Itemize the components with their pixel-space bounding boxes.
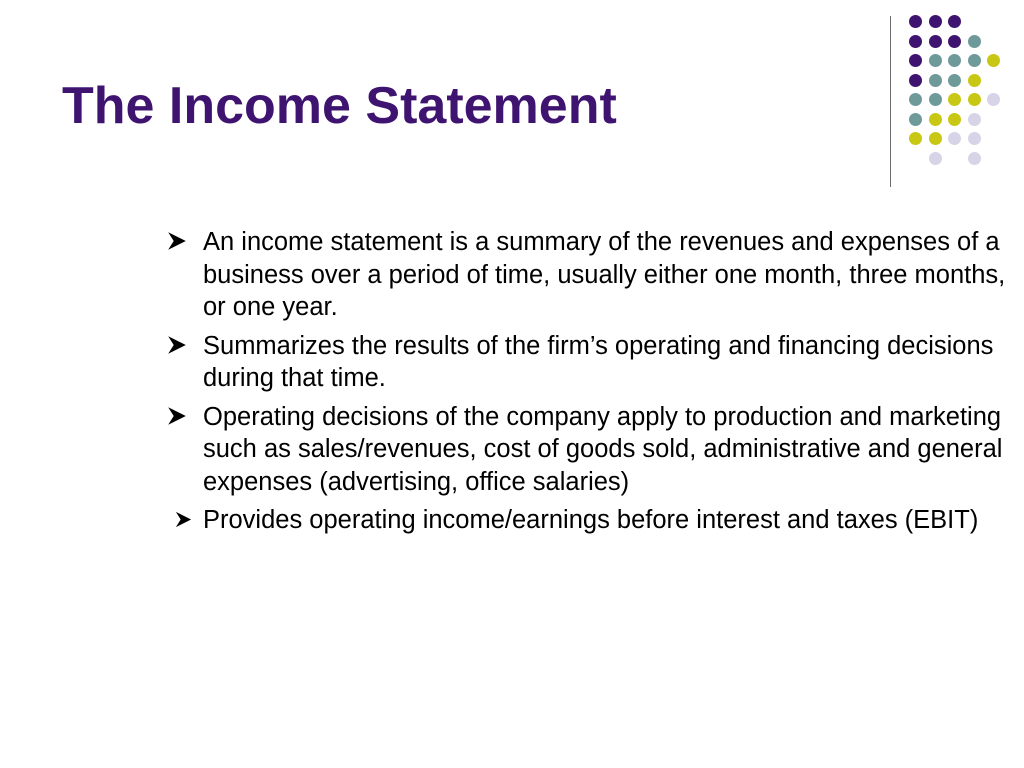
vertical-divider [890,16,891,187]
decorative-dot [929,132,942,145]
decorative-dot [968,132,981,145]
decorative-dot-grid [909,15,1009,165]
decorative-dot [948,132,961,145]
decorative-dot [948,93,961,106]
decorative-dot [968,35,981,48]
decorative-dot [948,35,961,48]
decorative-dot [968,113,981,126]
arrowhead-bullet-icon [166,230,188,252]
bullet-item [166,330,1011,395]
decorative-dot [968,54,981,67]
bullet-text: An income statement is a summary of the revenues and expenses of a business over a period of time, usually either one month, three months, or one year. [203,228,1006,321]
decorative-dot [968,93,981,106]
decorative-dot [948,15,961,28]
decorative-dot [929,54,942,67]
decorative-dot [948,74,961,87]
decorative-dot [968,74,981,87]
bullet-item [166,226,1011,324]
decorative-dot [987,93,1000,106]
decorative-dot [909,132,922,145]
arrowhead-bullet-icon [166,405,188,427]
bullet-item [174,504,1011,537]
bullet-text: Operating decisions of the company apply to production and marketing such as sales/revenues, cost of goods sold, administrative and general expenses (advertising, office salaries) [203,402,1003,496]
decorative-dot [948,54,961,67]
slide-title: The Income Statement [62,77,617,135]
decorative-dot [929,74,942,87]
decorative-dot [929,35,942,48]
decorative-dot [948,113,961,126]
decorative-dot [929,15,942,28]
decorative-dot [929,93,942,106]
decorative-dot [929,113,942,126]
bullet-text: Provides operating income/earnings before interest and taxes (EBIT) [203,506,979,534]
bullet-text: Summarizes the results of the firm’s operating and financing decisions during that time. [203,331,994,392]
decorative-dot [929,152,942,165]
decorative-dot [909,93,922,106]
decorative-dot [909,74,922,87]
arrowhead-bullet-icon [174,510,193,529]
arrowhead-bullet-icon [166,334,188,356]
decorative-dot [909,113,922,126]
bullet-list [166,226,1011,543]
decorative-dot [968,152,981,165]
decorative-dot [909,35,922,48]
bullet-item [166,401,1011,499]
decorative-dot [909,15,922,28]
decorative-dot [909,54,922,67]
decorative-dot [987,54,1000,67]
